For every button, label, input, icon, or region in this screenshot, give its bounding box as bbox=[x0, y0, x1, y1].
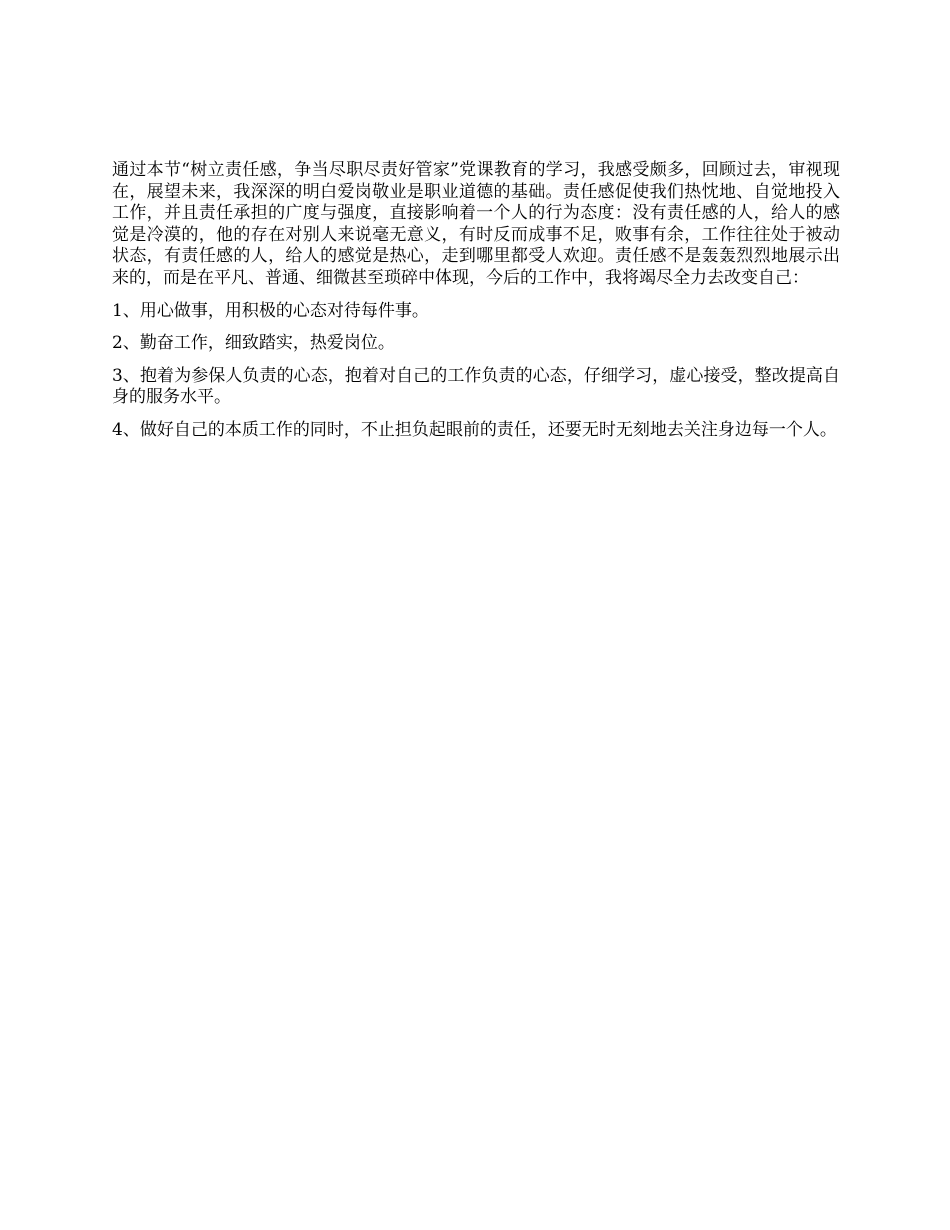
list-item-3: 3、抱着为参保人负责的心态，抱着对自己的工作负责的心态，仔细学习，虚心接受，整改提高自身的服务水平。 bbox=[112, 365, 840, 408]
list-item-1: 1、用心做事，用积极的心态对待每件事。 bbox=[112, 300, 429, 321]
intro-paragraph: 通过本节“树立责任感，争当尽职尽责好管家”党课教育的学习，我感受颇多，回顾过去，审视现在，展望未来，我深深的明白爱岗敬业是职业道德的基础。责任感促使我们热忱地、自觉地投入工作，并且责任承担的广度与强度，直接影响着一个人的行为态度：没有责任感的人，给人的感觉是冷漠的，他的存在对别人来说毫无意义，有时反而成事不足，败事有余，工作往往处于被动状态，有责任感的人，给人的感觉是热心，走到哪里都受人欢迎。责任感不是轰轰烈烈地展示出来的，而是在平凡、普通、细微甚至琐碎中体现，今后的工作中，我将竭尽全力去改变自己： bbox=[112, 160, 840, 288]
list-item-4: 4、做好自己的本质工作的同时，不止担负起眼前的责任，还要无时无刻地去关注身边每一个人。 bbox=[112, 419, 837, 440]
document-page bbox=[112, 160, 840, 453]
list-item-2: 2、勤奋工作，细致踏实，热爱岗位。 bbox=[112, 333, 395, 354]
